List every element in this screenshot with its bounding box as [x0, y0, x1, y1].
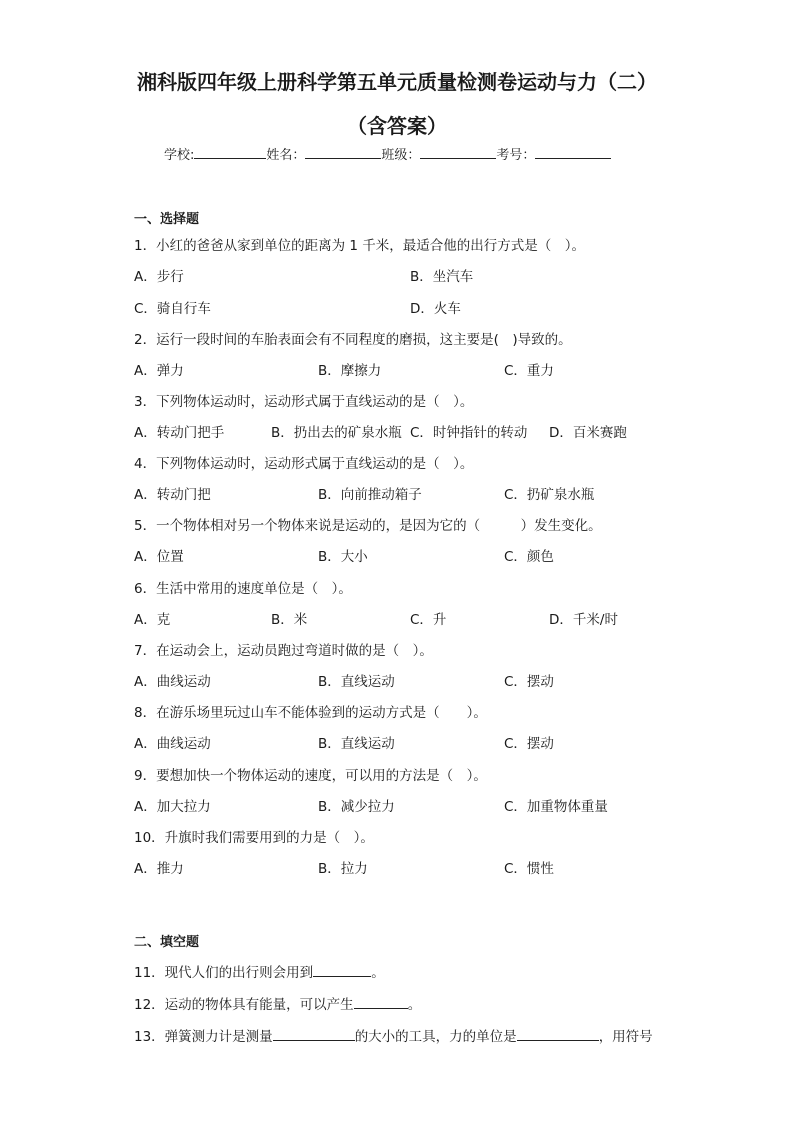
question-11-text: 11．现代人们的出行则会用到: [134, 965, 314, 981]
question-2-option-a[interactable]: A．弹力: [134, 363, 184, 379]
question-6-option-c[interactable]: C．升: [410, 612, 447, 628]
question-6-option-d[interactable]: D．千米/时: [549, 612, 618, 628]
question-1-stem: 1．小红的爸爸从家到单位的距离为 1 千米，最适合他的出行方式是（ ）。: [134, 238, 586, 254]
question-1-option-c[interactable]: C．骑自行车: [134, 301, 211, 317]
question-7-option-c[interactable]: C．摆动: [504, 674, 554, 690]
section-fill-heading: 二、填空题: [134, 935, 200, 950]
question-13-blank-2[interactable]: [517, 1027, 599, 1041]
name-field[interactable]: [305, 146, 381, 159]
question-2-option-c[interactable]: C．重力: [504, 363, 554, 379]
student-info-line: [164, 144, 611, 163]
school-field[interactable]: [194, 146, 266, 159]
school-label: 学校:: [164, 148, 195, 163]
class-field[interactable]: [420, 146, 496, 159]
question-12: [134, 993, 421, 1013]
question-8-stem: 8．在游乐场里玩过山车不能体验到的运动方式是（ ）。: [134, 705, 487, 721]
question-9-stem: 9．要想加快一个物体运动的速度，可以用的方法是（ ）。: [134, 768, 487, 784]
question-9-option-a[interactable]: A．加大拉力: [134, 799, 211, 815]
question-1-option-a[interactable]: A．步行: [134, 269, 184, 285]
question-4-option-b[interactable]: B．向前推动箱子: [318, 487, 422, 503]
section-choice-heading: 一、选择题: [134, 212, 200, 227]
question-3-stem: 3．下列物体运动时，运动形式属于直线运动的是（ ）。: [134, 394, 474, 410]
exam-title: 湘科版四年级上册科学第五单元质量检测卷运动与力（二）: [137, 70, 657, 94]
question-11-end: 。: [371, 965, 385, 981]
class-label: 班级：: [381, 148, 421, 163]
number-field[interactable]: [535, 146, 611, 159]
question-8-option-c[interactable]: C．摆动: [504, 736, 554, 752]
question-10-option-a[interactable]: A．推力: [134, 861, 184, 877]
question-1-option-b[interactable]: B．坐汽车: [410, 269, 474, 285]
question-4-stem: 4．下列物体运动时，运动形式属于直线运动的是（ ）。: [134, 456, 474, 472]
question-3-option-c[interactable]: C．时钟指针的转动: [410, 425, 528, 441]
question-10-stem: 10．升旗时我们需要用到的力是（ ）。: [134, 830, 374, 846]
question-5-stem: 5．一个物体相对另一个物体来说是运动的，是因为它的（ ）发生变化。: [134, 518, 602, 534]
question-2-option-b[interactable]: B．摩擦力: [318, 363, 382, 379]
question-6-option-a[interactable]: A．克: [134, 612, 171, 628]
question-4-option-a[interactable]: A．转动门把: [134, 487, 211, 503]
question-3-option-b[interactable]: B．扔出去的矿泉水瓶: [271, 425, 402, 441]
question-6-stem: 6．生活中常用的速度单位是（ ）。: [134, 581, 352, 597]
question-4-option-c[interactable]: C．扔矿泉水瓶: [504, 487, 595, 503]
question-8-option-a[interactable]: A．曲线运动: [134, 736, 211, 752]
number-label: 考号：: [496, 148, 536, 163]
question-1-option-d[interactable]: D．火车: [410, 301, 461, 317]
question-5-option-c[interactable]: C．颜色: [504, 549, 554, 565]
question-8-option-b[interactable]: B．直线运动: [318, 736, 395, 752]
question-12-text: 12．运动的物体具有能量，可以产生: [134, 997, 354, 1013]
question-12-end: 。: [407, 997, 422, 1013]
question-12-blank[interactable]: [354, 995, 408, 1009]
question-13-text: 13．弹簧测力计是测量: [134, 1029, 273, 1045]
question-7-stem: 7．在运动会上，运动员跑过弯道时做的是（ ）。: [134, 643, 433, 659]
question-13: [134, 1025, 653, 1045]
question-13-end: ，用符号: [598, 1029, 653, 1045]
exam-subtitle: （含答案）: [347, 114, 447, 138]
question-13-mid: 的大小的工具，力的单位是: [354, 1029, 517, 1045]
name-label: 姓名：: [266, 148, 306, 163]
question-5-option-a[interactable]: A．位置: [134, 549, 184, 565]
question-7-option-a[interactable]: A．曲线运动: [134, 674, 211, 690]
question-10-option-b[interactable]: B．拉力: [318, 861, 368, 877]
question-7-option-b[interactable]: B．直线运动: [318, 674, 395, 690]
question-9-option-b[interactable]: B．减少拉力: [318, 799, 395, 815]
question-11: [134, 961, 385, 981]
question-5-option-b[interactable]: B．大小: [318, 549, 368, 565]
question-3-option-a[interactable]: A．转动门把手: [134, 425, 225, 441]
question-13-blank-1[interactable]: [273, 1027, 355, 1041]
question-6-option-b[interactable]: B．米: [271, 612, 308, 628]
question-10-option-c[interactable]: C．惯性: [504, 861, 554, 877]
question-2-stem: 2．运行一段时间的车胎表面会有不同程度的磨损，这主要是( )导致的。: [134, 332, 572, 348]
question-9-option-c[interactable]: C．加重物体重量: [504, 799, 608, 815]
question-3-option-d[interactable]: D．百米赛跑: [549, 425, 627, 441]
question-11-blank[interactable]: [313, 963, 371, 977]
